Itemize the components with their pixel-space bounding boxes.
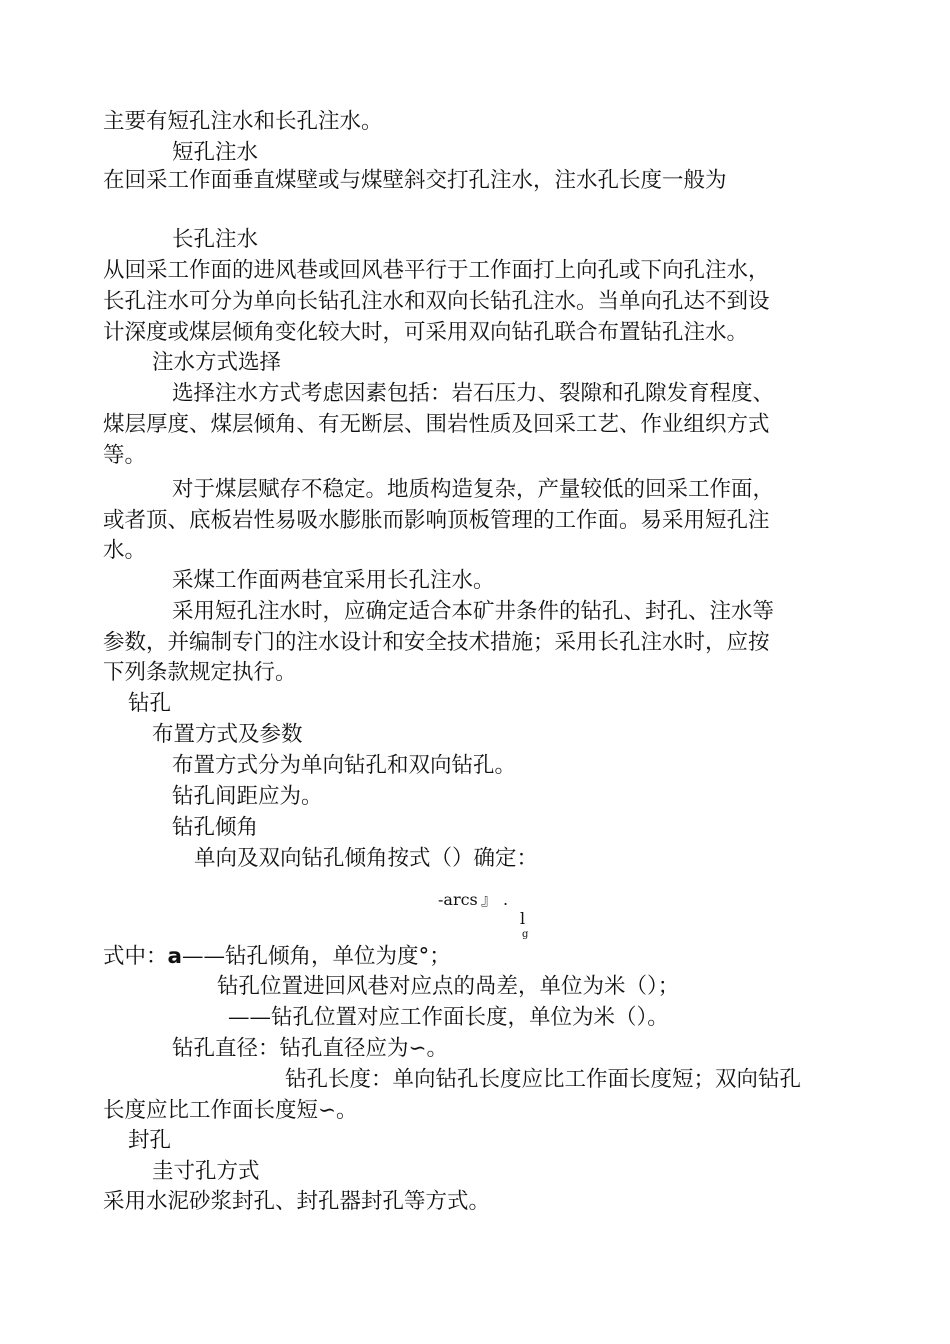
alpha-symbol: a — [167, 944, 183, 969]
text-line: 选择注水方式考虑因素包括：岩石压力、裂隙和孔隙发育程度、 — [172, 381, 775, 406]
text-line: 采煤工作面两巷宜采用长孔注水。 — [172, 568, 495, 593]
formula-dot: . — [503, 890, 509, 909]
text-line: 钻孔长度：单向钻孔长度应比工作面长度短；双向钻孔 — [285, 1067, 802, 1092]
alpha-definition: ——钻孔倾角，单位为度°； — [182, 944, 451, 969]
text-line: 钻孔间距应为。 — [172, 784, 323, 809]
formula-variable-l: l — [520, 909, 526, 928]
text-line: 钻孔直径：钻孔直径应为∽。 — [172, 1036, 449, 1061]
text-line: 采用短孔注水时，应确定适合本矿井条件的钻孔、封孔、注水等 — [172, 599, 775, 624]
text-line: 布置方式分为单向钻孔和双向钻孔。 — [172, 753, 517, 778]
text-line: 计深度或煤层倾角变化较大时，可采用双向钻孔联合布置钻孔注水。 — [103, 320, 749, 345]
formula-expression: -arcs — [438, 890, 478, 909]
text-line: 对于煤层赋存不稳定。地质构造复杂，产量较低的回采工作面， — [172, 477, 775, 502]
heading-sealing: 封孔 — [128, 1128, 172, 1153]
subheading-sealing-method: 圭寸孔方式 — [152, 1159, 260, 1184]
text-line: 采用水泥砂浆封孔、封孔器封孔等方式。 — [103, 1189, 491, 1214]
text-line: 水。 — [103, 538, 147, 563]
text-line: 钻孔位置进回风巷对应点的咼差，单位为米（）； — [217, 974, 680, 999]
subheading-layout: 布置方式及参数 — [152, 722, 303, 747]
text-line: 钻孔倾角 — [172, 815, 259, 840]
text-line: 煤层厚度、煤层倾角、有无断层、围岩性质及回采工艺、作业组织方式 — [103, 412, 770, 437]
text-line: 长孔注水可分为单向长钻孔注水和双向长钻孔注水。当单向孔达不到设 — [103, 289, 770, 314]
text-line: 单向及双向钻孔倾角按式（）确定： — [194, 846, 539, 871]
text-line: 主要有短孔注水和长孔注水。 — [103, 109, 383, 134]
text-line: ——钻孔位置对应工作面长度，单位为米（）。 — [228, 1005, 669, 1030]
where-label: 式中： — [103, 944, 168, 969]
heading-drilling: 钻孔 — [128, 691, 172, 716]
subheading-long-hole: 长孔注水 — [172, 227, 259, 252]
subheading-short-hole: 短孔注水 — [172, 140, 259, 165]
text-line: 在回采工作面垂直煤壁或与煤壁斜交打孔注水，注水孔长度一般为 — [103, 168, 727, 193]
text-line: 参数，并编制专门的注水设计和安全技术措施；采用长孔注水时，应按 — [103, 630, 770, 655]
text-line: 或者顶、底板岩性易吸水膨胀而影响顶板管理的工作面。易采用短孔注 — [103, 508, 770, 533]
formula-subscript-g: g — [522, 929, 529, 940]
subheading-method-selection: 注水方式选择 — [152, 350, 282, 375]
text-line: 等。 — [103, 443, 147, 468]
text-line — [103, 942, 451, 972]
text-line: 下列条款规定执行。 — [103, 660, 297, 685]
text-line: 长度应比工作面长度短∽。 — [103, 1098, 358, 1123]
formula-bracket: 』 — [481, 890, 498, 909]
text-line: 从回采工作面的进风巷或回风巷平行于工作面打上向孔或下向孔注水， — [103, 258, 770, 283]
